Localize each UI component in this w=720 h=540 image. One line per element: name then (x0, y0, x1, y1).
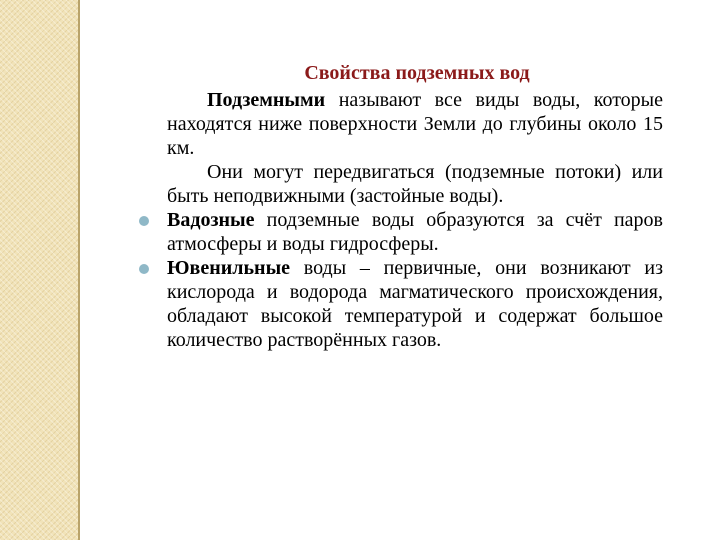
term-underground: Подземными (207, 89, 326, 111)
bullet-vadose (135, 208, 663, 256)
vadose-text: подземные воды образуются за счёт паров атмосферы и воды гидросферы. (167, 209, 663, 255)
bullet-dot-icon (139, 264, 149, 274)
paragraph-definition (135, 88, 663, 160)
decorative-side-band (0, 0, 78, 540)
bullet-juvenile (135, 256, 663, 352)
bullet-dot-icon (139, 216, 149, 226)
juvenile-text: воды – первичные, они возникают из кислорода и водорода магматического происхождения, обладают высокой температурой и содержат большое количество растворённых газов. (167, 257, 663, 351)
slide-content (135, 60, 663, 352)
definition-text: называют все виды воды, которые находятся ниже поверхности Земли до глубины около 15 км. (167, 89, 663, 159)
term-vadose: Вадозные (167, 209, 255, 231)
side-band-border (78, 0, 80, 540)
slide-title: Свойства подземных вод (304, 62, 530, 84)
term-juvenile: Ювенильные (167, 257, 291, 279)
paragraph-movement (135, 160, 663, 208)
movement-text: Они могут передвигаться (подземные потоки) или быть неподвижными (застойные воды). (167, 161, 663, 207)
